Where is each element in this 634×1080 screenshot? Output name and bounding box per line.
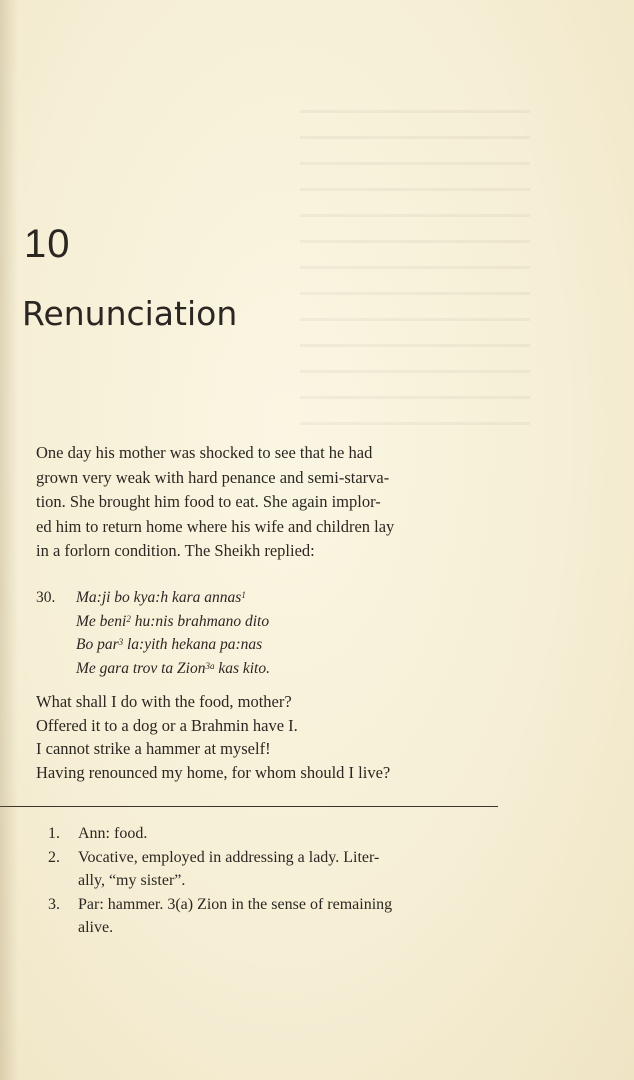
footnote-text: Ann: food.	[78, 825, 148, 842]
footnote-text: Par: hammer. 3(a) Zion in the sense of remaining	[78, 895, 393, 913]
translation-line: Offered it to a dog or a Brahmin have I.	[36, 715, 298, 735]
footnote-text: Vocative, employed in addressing a lady. Liter-	[78, 848, 380, 866]
body-paragraph	[36, 441, 491, 564]
paragraph-line: One day his mother was shocked to see that he had	[36, 443, 373, 462]
verse-translation	[36, 690, 506, 784]
paragraph-line: in a forlorn condition. The Sheikh replied:	[36, 541, 315, 560]
footnote	[48, 822, 498, 846]
footnote-ref: 1	[241, 590, 246, 600]
bleed-through-texture	[300, 110, 530, 430]
footnote-ref: 2	[126, 613, 131, 624]
footnote	[48, 846, 498, 893]
verse-number: 30.	[36, 589, 56, 606]
footnote-ref: 3	[118, 637, 124, 647]
footnote-text: alive.	[78, 919, 114, 936]
chapter-number: 10	[24, 222, 71, 266]
footnote-number: 3.	[48, 895, 60, 913]
chapter-title: Renunciation	[22, 294, 238, 333]
footnote	[48, 893, 498, 940]
verse-line: Me beni$^2$ hu:nis brahmano dito	[76, 612, 270, 630]
verse-line: Me gara trov ta Zion$^{3a}$ kas kito.	[76, 659, 270, 677]
footnote-text: ally, “my sister”.	[78, 872, 186, 889]
paragraph-line: grown very weak with hard penance and semi-starva-	[36, 467, 390, 487]
footnote-ref: 3a	[205, 660, 215, 671]
translation-line: I cannot strike a hammer at myself!	[36, 739, 271, 758]
translation-line: Having renounced my home, for whom should I live?	[36, 762, 391, 782]
footnote-number: 1.	[48, 825, 60, 842]
verse-line: Ma:ji bo kya:h kara annas$^1$	[76, 589, 246, 606]
paragraph-line: tion. She brought him food to eat. She again implor-	[36, 492, 381, 511]
paragraph-line: ed him to return home where his wife and children lay	[36, 516, 395, 536]
footnote-number: 2.	[48, 848, 60, 866]
verse-line: Bo par$^3$ la:yith hekana pa:nas	[76, 636, 263, 653]
footnote-divider	[0, 806, 498, 807]
footnotes	[48, 822, 498, 940]
translation-line: What shall I do with the food, mother?	[36, 692, 292, 711]
